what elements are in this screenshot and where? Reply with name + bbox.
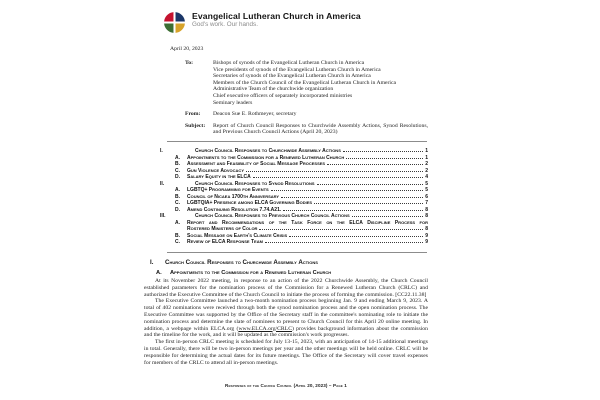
toc-entry-number: A. [175,219,180,226]
letterhead [162,10,361,35]
body-text [144,278,428,366]
recipient-line: Administrative Team of the churchwide organization [213,86,334,93]
toc-page-number: 8 [425,206,428,213]
section-heading-2-num: A. [156,270,162,276]
toc-entry-label: Report and Recommendations of the Task Force on the ELCA Discipline Process for [187,219,428,226]
org-tagline: God's work. Our hands. [192,21,258,28]
from-label: From: [185,111,201,118]
subject-value: Report of Church Council Responses to Churchwide Assembly Actions, Synod Resolutions, and Previous Church Council Actions (April 20, 2023) [213,122,428,136]
toc-dot-leader [259,229,423,230]
subject-label: Subject: [185,122,206,129]
toc-entry-number: D. [175,174,180,180]
toc-page-number: 9 [425,232,428,239]
body-paragraph-1: At its November 2022 meeting, in response to an action of the 2022 Churchwide Assembly, the Church Council established parameters for the nomination process of the Commission for a Renewed Lutheran Church (CRLC) and authorized the Executive Committee of the Church Council to initiate the process of forming the commission. [CC22.11.38] [144,278,428,298]
toc-entry-label: Salary Equity in the ELCA [187,174,251,180]
toc-entry-label: Church Council Responses to Synod Resolutions [195,180,315,187]
toc-page-number: 5 [425,187,428,193]
toc-entry-number: A. [175,187,180,193]
toc-dot-leader [327,164,423,165]
toc-dot-leader [346,158,423,159]
toc-dot-leader [317,184,424,185]
toc-entry-number: B. [175,161,180,167]
toc-entry-number: B. [175,232,180,239]
page-footer: Responses of the Church Council (April 20, 2023) – Page 1 [225,383,347,388]
recipient-line: Chief executive officers of separately incorporated ministries [213,92,353,99]
toc-entry-number: II. [160,180,165,187]
toc-entry-label: Social Message on Earth's Climate Crisis [187,232,288,239]
org-name: Evangelical Lutheran Church in America [192,11,361,21]
toc-page-number: 2 [425,167,428,174]
to-recipients [213,60,428,106]
toc-dot-leader [265,242,423,243]
toc-page-number: 9 [425,239,428,245]
toc-entry-label: Church Council Responses to Churchwide Assembly Actions [195,148,341,154]
toc-entry-number: C. [175,239,180,245]
memo-subject-row [185,123,428,136]
toc-dot-leader [283,210,423,211]
memo-to-row [185,60,428,106]
document-content [144,0,428,400]
toc-entry-label: Rostered Ministers of Color [187,226,258,232]
toc-entry-number: B. [175,193,180,200]
toc-entry-label: Gun Violence Advocacy [187,167,244,174]
toc-entry-label: Church Council Responses to Previous Church Council Actions [195,213,350,219]
toc-entry-label: Council of Nicaea 1700th Anniversary [187,193,280,200]
toc-page-number: 7 [425,200,428,206]
paragraph-2-text-before: The Executive Committee launched a two-month nomination process beginning Jan. 9 and ending March 9, 2023. A total of 402 nominations were received through both the synod nomination process and the open nomination process. The Executive Committee was supported by the Office of the Secretary staff in the committee's nominating role to initiate the nomination process and determine the slate of nominees to present to Church Council for this April 20 online meeting. In addition, a webpage within ELCA.org ( [144,298,428,332]
divider-top [167,141,427,142]
toc-page-number: 4 [425,174,428,180]
toc-page-number: 5 [425,180,428,187]
toc-dot-leader [314,203,423,204]
toc-page-number: 6 [425,193,428,200]
toc-dot-leader [271,190,424,191]
toc-entry-number: III. [160,213,166,219]
toc-dot-leader [253,177,424,178]
memo-from-row [185,111,428,118]
toc-entry-number: D. [175,206,180,213]
toc-page-number: 2 [425,161,428,167]
toc-entry-label: Appointments to the Commission for a Renewed Lutheran Church [187,154,345,161]
recipient-line: Secretaries of synods of the Evangelical Lutheran Church in America [213,73,371,80]
section-heading-1 [150,259,318,266]
body-paragraph-3: The first in-person CRLC meeting is scheduled for July 13-15, 2023, with an anticipation of 14-15 additional meetings in total. Generally, there will be two in-person meetings per year and the other meetings will be held online. CRLC will be responsible for determining the actual dates for its future meetings. The Office of the Secretary will cover travel expenses for members of the CRLC to attend all in-person meetings. [144,339,428,366]
toc-dot-leader [281,197,423,198]
body-paragraph-2 [144,298,428,339]
crlc-webpage-link[interactable]: www.ELCA.org/CRLC [238,325,292,332]
letterhead-text [192,10,361,29]
toc-entry-number: C. [175,167,180,174]
toc-entry-number: A. [175,154,180,161]
toc-entry-number: C. [175,200,180,206]
recipient-line: Seminary leaders [213,99,253,106]
paragraph-2-text-after: ) provides background information about the commission and the timeline for the work, and it will be updated as the commission's work progresses. [144,325,428,339]
section-heading-1-num: I. [150,259,154,266]
toc-entry-label: Assessment and Feasibility of Social Message Processes [187,161,326,167]
toc-page-number: 8 [425,226,428,232]
section-heading-2 [156,270,331,276]
from-value: Deacon Sue E. Rothmeyer, secretary [213,111,297,118]
toc-entry-number: I. [160,148,163,154]
divider-bottom [167,252,427,253]
recipient-line: Members of the Church Council of the Evangelical Lutheran Church in America [213,79,397,86]
table-of-contents [144,148,428,246]
toc-entry-label: LGBTQ+ Programming for Events [187,187,269,193]
toc-entry-label: LGBTQIA+ Presence among ELCA Governing Bodies [187,200,313,206]
recipient-line: Bishops of synods of the Evangelical Lutheran Church in America [213,60,365,66]
toc-entry-label: Review of ELCA Response Team [187,239,263,245]
toc-entry-label: Amend Continuing Resolution 7.74.A21. [187,206,282,213]
elca-logo-icon [162,10,187,35]
memo-block [185,60,428,136]
section-heading-2-title: Appointments to the Commission for a Renewed Lutheran Church [170,270,332,276]
document-date: April 20, 2023 [170,46,204,52]
toc-entry[interactable] [144,239,428,246]
toc-dot-leader [343,151,423,152]
recipient-line: Vice presidents of synods of the Evangelical Lutheran Church in America [213,66,381,73]
toc-page-number: 1 [425,148,428,154]
toc-dot-leader [246,171,423,172]
to-label: To: [185,60,194,66]
section-heading-1-title: Church Council Responses to Churchwide Assembly Actions [165,259,318,266]
toc-page-number: 8 [425,213,428,219]
toc-dot-leader [289,236,423,237]
toc-page-number: 1 [425,154,428,161]
toc-dot-leader [352,216,424,217]
